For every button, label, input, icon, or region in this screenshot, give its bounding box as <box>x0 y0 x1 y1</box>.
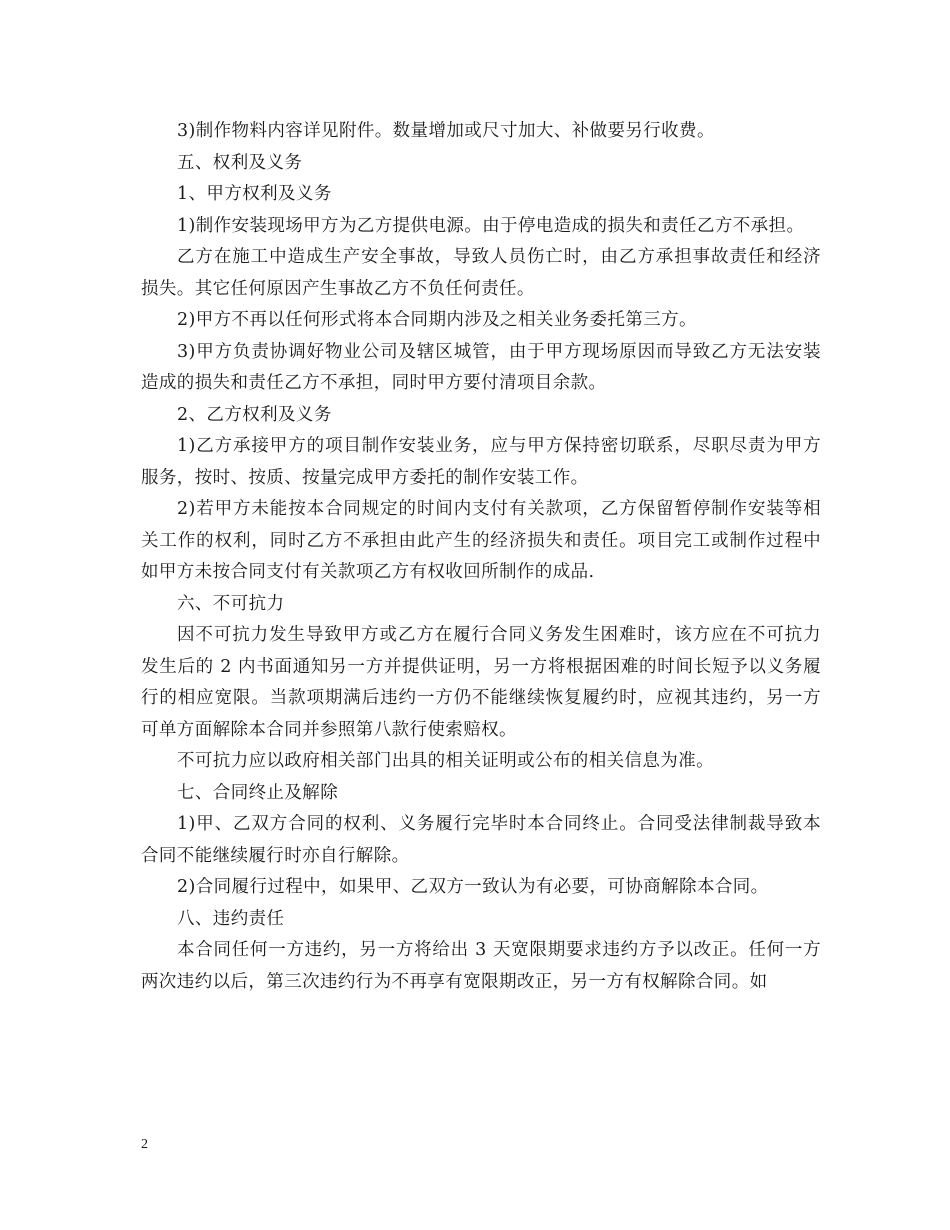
paragraph-no-third-party: 2)甲方不再以任何形式将本合同期内涉及之相关业务委托第三方。 <box>177 310 697 330</box>
paragraph-power-supply: 1)制作安装现场甲方为乙方提供电源。由于停电造成的损失和责任乙方不承担。 <box>177 215 805 236</box>
paragraph-payment-suspension: 2)若甲方未能按本合同规定的时间内支付有关款项，乙方保留暂停制作安装等相关工作的权利，同时乙方不承担由此产生的经济损失和责任。项目完工或制作过程中如甲方未按合同支付有关款项乙方有权收回所制作的成品. <box>141 499 821 582</box>
page-number: 2 <box>141 1137 148 1152</box>
paragraph-safety-accident: 乙方在施工中造成生产安全事故，导致人员伤亡时，由乙方承担事故责任和经济损失。其它任何原因产生事故乙方不负任何责任。 <box>141 247 821 299</box>
document-body <box>141 116 821 998</box>
section-heading-rights-obligations: 五、权利及义务 <box>177 152 303 173</box>
section-heading-breach: 八、违约责任 <box>177 908 285 929</box>
paragraph-breach: 本合同任何一方违约，另一方将给出 3 天宽限期要求违约方予以改正。任何一方两次违约以后，第三次违约行为不再享有宽限期改正，另一方有权解除合同。如 <box>141 940 821 992</box>
paragraph-force-majeure: 因不可抗力发生导致甲方或乙方在履行合同义务发生困难时，该方应在不可抗力发生后的 2 内书面通知另一方并提供证明，另一方将根据困难的时间长短予以义务履行的相应宽限。当款项期满后违约一方仍不能继续恢复履约时，应视其违约，另一方可单方面解除本合同并参照第八款行使索赔权。 <box>141 625 821 740</box>
paragraph-coordination: 3)甲方负责协调好物业公司及辖区城管，由于甲方现场原因而导致乙方无法安装造成的损失和责任乙方不承担，同时甲方要付清项目余款。 <box>141 341 821 393</box>
paragraph-termination-complete: 1)甲、乙双方合同的权利、义务履行完毕时本合同终止。合同受法律制裁导致本合同不能继续履行时亦自行解除。 <box>141 814 821 866</box>
paragraph-termination-mutual: 2)合同履行过程中，如果甲、乙双方一致认为有必要，可协商解除本合同。 <box>177 877 769 897</box>
paragraph-force-majeure-proof: 不可抗力应以政府相关部门出具的相关证明或公布的相关信息为准。 <box>177 751 714 771</box>
subheading-party-b: 2、乙方权利及义务 <box>177 404 332 425</box>
section-heading-termination: 七、合同终止及解除 <box>177 782 339 803</box>
paragraph-party-b-service: 1)乙方承接甲方的项目制作安装业务，应与甲方保持密切联系，尽职尽责为甲方服务，按时、按质、按量完成甲方委托的制作安装工作。 <box>141 436 821 488</box>
paragraph-material-content: 3)制作物料内容详见附件。数量增加或尺寸加大、补做要另行收费。 <box>177 121 715 141</box>
section-heading-force-majeure: 六、不可抗力 <box>177 593 285 614</box>
subheading-party-a: 1、甲方权利及义务 <box>177 184 332 204</box>
